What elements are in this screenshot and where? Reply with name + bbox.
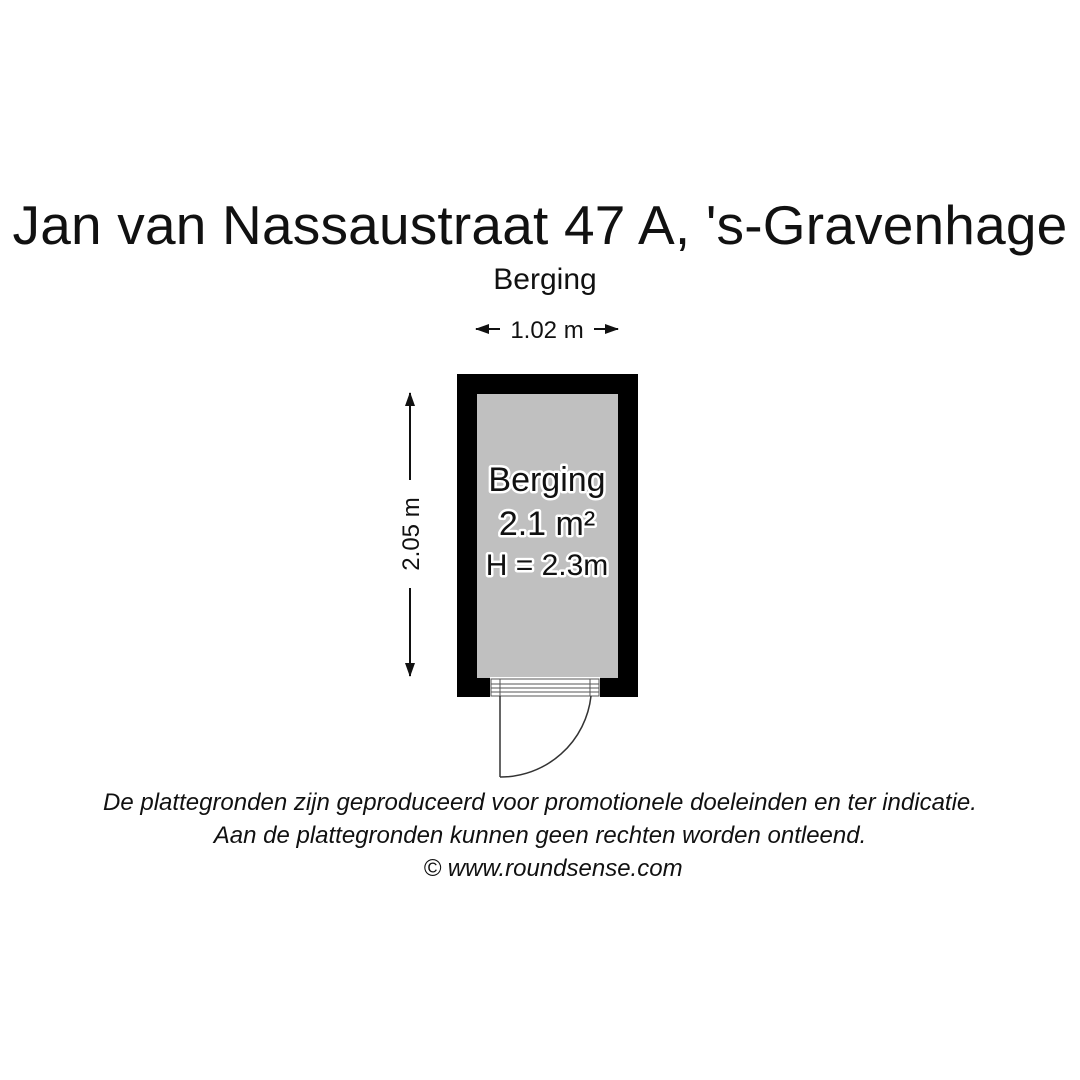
room-area: 2.1 m² [498,505,596,543]
height-label: 2.05 m [398,497,425,571]
disclaimer-line-1: De plattegronden zijn geproduceerd voor promotionele doeleinden en ter indicatie. [103,789,977,816]
room-height: H = 2.3m [485,549,609,582]
disclaimer-line-2: Aan de plattegronden kunnen geen rechten worden ontleend. [213,822,867,849]
width-label: 1.02 m [510,317,584,344]
width-dimension [476,317,618,344]
height-dimension [398,393,425,676]
door-swing [500,696,591,777]
copyright: © www.roundsense.com [423,855,683,882]
page-title: Jan van Nassaustraat 47 A, 's-Gravenhage [12,194,1068,256]
door-threshold [490,677,600,698]
room-name: Berging [488,461,606,499]
floor-name: Berging [493,263,597,296]
